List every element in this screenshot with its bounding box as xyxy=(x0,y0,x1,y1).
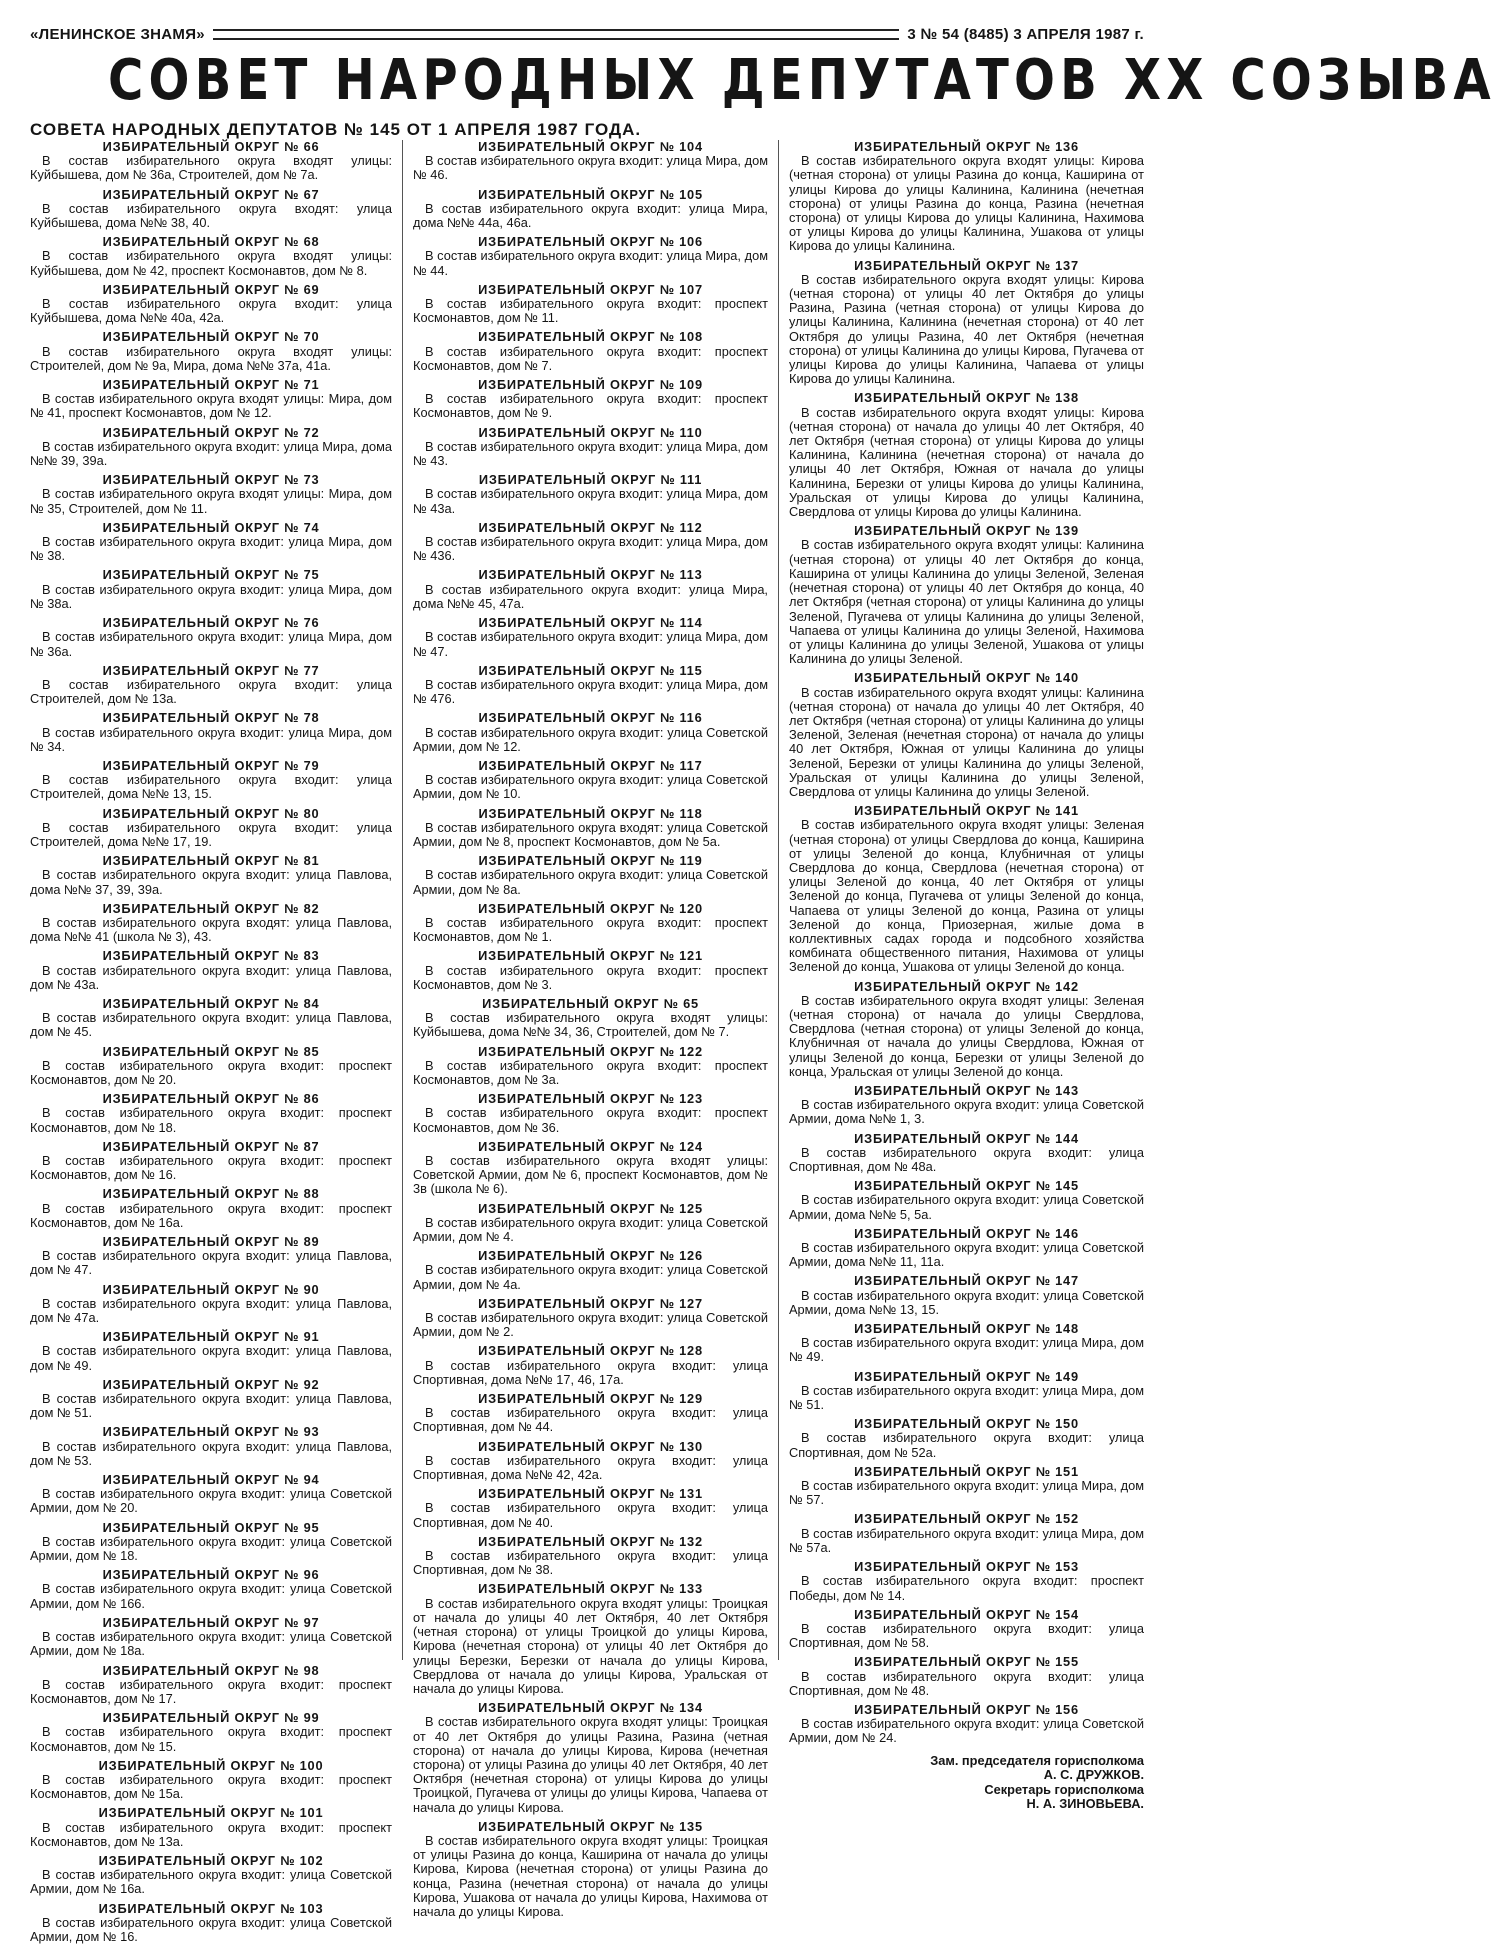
district-entry xyxy=(789,1512,1144,1555)
district-heading: ИЗБИРАТЕЛЬНЫЙ ОКРУГ № 152 xyxy=(854,1511,1079,1527)
district-description: В состав избирательного округа входит: улица Павлова, дом № 43а. xyxy=(30,962,392,992)
district-description: В состав избирательного округа входит: проспект Космонавтов, дом № 7. xyxy=(413,343,768,373)
district-entry xyxy=(413,1202,768,1245)
district-heading: ИЗБИРАТЕЛЬНЫЙ ОКРУГ № 147 xyxy=(854,1273,1079,1289)
signature-name-2: Н. А. ЗИНОВЬЕВА. xyxy=(1026,1796,1144,1812)
district-description: В состав избирательного округа входят улицы: Мира, дом № 35, Строителей, дом № 11. xyxy=(30,486,392,516)
district-entry xyxy=(413,1344,768,1387)
district-description: В состав избирательного округа входят улицы: Троицкая от начала до улицы 40 лет Октября, 40 лет Октября (четная сторона) от улицы Троицкой до улицы Кирова, Кирова (нечетная сторона) от улицы 40 лет Октября до улицы Березки, Березки от начала до улицы Кирова, Свердлова от начала до улицы Кирова, Уральская от начала до улицы Кирова. xyxy=(413,1595,768,1696)
district-description: В состав избирательного округа входит: улица Мира, дом № 36а. xyxy=(30,629,392,659)
district-description: В состав избирательного округа входят улицы: Зеленая (четная сторона) от начала до улицы Свердлова, Свердлова (четная сторона) от улицы Зеленой до конца, Клубничная от начала до улицы Свердлова, Южная от улицы Зеленой до конца, Березки от улицы Зеленой до конца, Уральская от улицы Зеленой до конца. xyxy=(789,992,1144,1079)
district-description: В состав избирательного округа входит: улица Спортивная, дом № 40. xyxy=(413,1500,768,1530)
district-entry xyxy=(413,1701,768,1815)
district-description: В состав избирательного округа входит: проспект Космонавтов, дом № 9. xyxy=(413,391,768,421)
district-heading: ИЗБИРАТЕЛЬНЫЙ ОКРУГ № 96 xyxy=(102,1567,320,1583)
district-description: В состав избирательного округа входит: улица Советской Армии, дом № 20. xyxy=(30,1486,392,1516)
district-heading: ИЗБИРАТЕЛЬНЫЙ ОКРУГ № 102 xyxy=(98,1852,324,1868)
district-description: В состав избирательного округа входят: улица Куйбышева, дома №№ 38, 40. xyxy=(30,200,392,231)
district-description: В состав избирательного округа входит: проспект Космонавтов, дом № 15. xyxy=(30,1724,392,1754)
signature-block xyxy=(789,1754,1144,1812)
district-heading: ИЗБИРАТЕЛЬНЫЙ ОКРУГ № 133 xyxy=(478,1581,703,1597)
district-description: В состав избирательного округа входит: улица Строителей, дома №№ 13, 15. xyxy=(30,772,392,802)
district-heading: ИЗБИРАТЕЛЬНЫЙ ОКРУГ № 134 xyxy=(478,1700,703,1716)
district-heading: ИЗБИРАТЕЛЬНЫЙ ОКРУГ № 116 xyxy=(478,710,703,726)
district-heading: ИЗБИРАТЕЛЬНЫЙ ОКРУГ № 126 xyxy=(478,1248,703,1264)
district-heading: ИЗБИРАТЕЛЬНЫЙ ОКРУГ № 101 xyxy=(98,1805,324,1821)
district-entry xyxy=(413,378,768,421)
district-entry xyxy=(413,1140,768,1197)
district-description: В состав избирательного округа входят улицы: Троицкая от 40 лет Октября до улицы Разина, Разина (четная сторона) от начала до улицы Кирова, Кирова (нечетная сторона) от улицы Разина до улицы 40 лет Октября, 40 лет Октября (нечетная сторона) от улицы Кирова до улицы Троицкой, Пугачева от улицы до улицы Кирова, Чапаева от начала до улицы Кирова. xyxy=(413,1714,768,1815)
district-heading: ИЗБИРАТЕЛЬНЫЙ ОКРУГ № 88 xyxy=(102,1186,320,1202)
district-description: В состав избирательного округа входит: проспект Космонавтов, дом № 3а. xyxy=(413,1057,768,1087)
district-entry xyxy=(413,616,768,659)
district-entry xyxy=(789,1560,1144,1603)
district-description: В состав избирательного округа входит: улица Мира, дом № 436. xyxy=(413,534,768,564)
district-entry xyxy=(413,711,768,754)
district-heading: ИЗБИРАТЕЛЬНЫЙ ОКРУГ № 106 xyxy=(478,234,703,250)
district-entry xyxy=(30,1473,392,1516)
district-description: В состав избирательного округа входит: улица Советской Армии, дома №№ 5, 5а. xyxy=(789,1192,1144,1222)
district-entry xyxy=(30,330,392,373)
district-heading: ИЗБИРАТЕЛЬНЫЙ ОКРУГ № 86 xyxy=(102,1091,320,1107)
district-heading: ИЗБИРАТЕЛЬНЫЙ ОКРУГ № 113 xyxy=(478,567,703,583)
district-entry xyxy=(789,1227,1144,1270)
masthead xyxy=(30,22,1144,46)
district-heading: ИЗБИРАТЕЛЬНЫЙ ОКРУГ № 151 xyxy=(854,1463,1079,1479)
district-description: В состав избирательного округа входит: улица Мира, дома №№ 45, 47а. xyxy=(413,581,768,611)
district-entry xyxy=(413,1582,768,1696)
column-2 xyxy=(403,139,779,1919)
district-heading: ИЗБИРАТЕЛЬНЫЙ ОКРУГ № 71 xyxy=(102,377,320,393)
district-entry xyxy=(30,378,392,421)
district-entry xyxy=(30,1806,392,1849)
district-heading: ИЗБИРАТЕЛЬНЫЙ ОКРУГ № 146 xyxy=(854,1225,1079,1241)
district-heading: ИЗБИРАТЕЛЬНЫЙ ОКРУГ № 143 xyxy=(854,1083,1079,1098)
district-entry xyxy=(413,759,768,802)
district-heading: ИЗБИРАТЕЛЬНЫЙ ОКРУГ № 72 xyxy=(102,424,320,440)
district-description: В состав избирательного округа входит: проспект Космонавтов, дом № 15а. xyxy=(30,1771,392,1802)
district-entry xyxy=(30,616,392,659)
district-heading: ИЗБИРАТЕЛЬНЫЙ ОКРУГ № 94 xyxy=(102,1472,320,1488)
district-entry xyxy=(30,568,392,611)
district-heading: ИЗБИРАТЕЛЬНЫЙ ОКРУГ № 129 xyxy=(478,1391,703,1407)
district-description: В состав избирательного округа входит: улица Мира, дом № 57а. xyxy=(789,1525,1144,1555)
district-description: В состав избирательного округа входит: улица Спортивная, дома №№ 17, 46, 17а. xyxy=(413,1357,768,1387)
column-3 xyxy=(779,139,1144,1812)
district-description: В состав избирательного округа входит: улица Строителей, дома №№ 17, 19. xyxy=(30,819,392,849)
district-entry xyxy=(30,997,392,1040)
district-entry xyxy=(789,1179,1144,1222)
district-description: В состав избирательного округа входит: проспект Космонавтов, дом № 11. xyxy=(413,296,768,326)
district-heading: ИЗБИРАТЕЛЬНЫЙ ОКРУГ № 112 xyxy=(478,519,703,535)
district-entry xyxy=(413,140,768,183)
district-description: В состав избирательного округа входит: проспект Победы, дом № 14. xyxy=(789,1573,1144,1603)
district-entry xyxy=(30,1283,392,1326)
district-description: В состав избирательного округа входит: улица Куйбышева, дома №№ 40а, 42а. xyxy=(30,296,392,326)
district-description: В состав избирательного округа входит: улица Строителей, дом № 13а. xyxy=(30,676,392,707)
district-description: В состав избирательного округа входит: улица Спортивная, дом № 48. xyxy=(789,1668,1144,1698)
district-entry xyxy=(413,1249,768,1292)
district-heading: ИЗБИРАТЕЛЬНЫЙ ОКРУГ № 153 xyxy=(854,1559,1079,1575)
district-description: В состав избирательного округа входит: улица Мира, дом № 51. xyxy=(789,1382,1144,1413)
district-entry xyxy=(30,807,392,850)
issue-info: 3 № 54 (8485) 3 АПРЕЛЯ 1987 г. xyxy=(907,25,1144,43)
district-description: В состав избирательного округа входит: улица Советской Армии, дома №№ 13, 15. xyxy=(789,1287,1144,1317)
district-entry xyxy=(30,902,392,945)
district-heading: ИЗБИРАТЕЛЬНЫЙ ОКРУГ № 125 xyxy=(478,1200,703,1216)
district-entry xyxy=(30,1711,392,1754)
district-entry xyxy=(789,1465,1144,1508)
district-description: В состав избирательного округа входит: проспект Космонавтов, дом № 17. xyxy=(30,1676,392,1706)
district-description: В состав избирательного округа входят улицы: Куйбышева, дом № 36а, Строителей, дом № 7а. xyxy=(30,153,392,183)
district-heading: ИЗБИРАТЕЛЬНЫЙ ОКРУГ № 130 xyxy=(478,1438,703,1454)
district-description: В состав избирательного округа входят улицы: Куйбышева, дом № 42, проспект Космонавтов, дом № 8. xyxy=(30,248,392,278)
district-description: В состав избирательного округа входит: улица Павлова, дом № 49. xyxy=(30,1343,392,1373)
district-description: В состав избирательного округа входят улицы: Советской Армии, дом № 6, проспект Космонавтов, дом № 3в (школа № 6). xyxy=(413,1153,768,1197)
district-entry xyxy=(789,1608,1144,1651)
district-entry xyxy=(789,391,1144,519)
district-description: В состав избирательного округа входят улицы: Строителей, дом № 9а, Мира, дома №№ 37а, 41а. xyxy=(30,343,392,373)
district-description: В состав избирательного округа входит: улица Спортивная, дом № 52а. xyxy=(789,1430,1144,1460)
district-entry xyxy=(789,980,1144,1079)
district-heading: ИЗБИРАТЕЛЬНЫЙ ОКРУГ № 135 xyxy=(478,1818,703,1834)
district-description: В состав избирательного округа входят улицы: Зеленая (четная сторона) от улицы Свердлова до конца, Каширина от улицы Зеленой до конца, Клубничная от улицы Свердлова до конца, Свердлова (нечетная сторона) от улицы Зеленой до конца, 40 лет Октября от улицы Зеленой до конца, Пугачева от улицы Зеленой до конца, Чапаева от улицы Зеленой до конца, Разина от улицы Зеленой до конца, Приозерная, жилые дома в коллективных садах города и подсобного хозяйства комбината общественного питания, Нахимова от улицы Зеленой до конца, Ушакова от улицы Зеленой до конца. xyxy=(789,817,1144,975)
district-entry xyxy=(30,1092,392,1135)
district-entry xyxy=(30,1902,392,1944)
district-description: В состав избирательного округа входит: улица Павлова, дом № 51. xyxy=(30,1391,392,1421)
district-heading: ИЗБИРАТЕЛЬНЫЙ ОКРУГ № 83 xyxy=(102,948,320,964)
district-heading: ИЗБИРАТЕЛЬНЫЙ ОКРУГ № 95 xyxy=(102,1519,320,1535)
district-heading: ИЗБИРАТЕЛЬНЫЙ ОКРУГ № 115 xyxy=(478,662,703,678)
district-entry xyxy=(413,807,768,850)
district-heading: ИЗБИРАТЕЛЬНЫЙ ОКРУГ № 119 xyxy=(478,853,703,869)
district-entry xyxy=(789,1417,1144,1460)
district-entry xyxy=(413,568,768,611)
district-entry xyxy=(789,524,1144,666)
district-heading: ИЗБИРАТЕЛЬНЫЙ ОКРУГ № 93 xyxy=(102,1424,320,1440)
district-heading: ИЗБИРАТЕЛЬНЫЙ ОКРУГ № 68 xyxy=(102,234,320,250)
district-heading: ИЗБИРАТЕЛЬНЫЙ ОКРУГ № 67 xyxy=(102,186,320,202)
district-heading: ИЗБИРАТЕЛЬНЫЙ ОКРУГ № 117 xyxy=(478,757,703,773)
district-heading: ИЗБИРАТЕЛЬНЫЙ ОКРУГ № 140 xyxy=(854,670,1079,686)
district-entry xyxy=(30,1140,392,1183)
article-columns xyxy=(30,139,1144,1944)
district-heading: ИЗБИРАТЕЛЬНЫЙ ОКРУГ № 69 xyxy=(102,281,320,297)
district-entry xyxy=(413,902,768,945)
district-description: В состав избирательного округа входит: улица Мира, дом № 34. xyxy=(30,724,392,754)
district-heading: ИЗБИРАТЕЛЬНЫЙ ОКРУГ № 141 xyxy=(854,803,1079,819)
district-heading: ИЗБИРАТЕЛЬНЫЙ ОКРУГ № 128 xyxy=(478,1343,703,1359)
district-heading: ИЗБИРАТЕЛЬНЫЙ ОКРУГ № 81 xyxy=(102,853,320,869)
district-description: В состав избирательного округа входит: улица Советской Армии, дом № 18. xyxy=(30,1533,392,1564)
signature-name-1: А. С. ДРУЖКОВ. xyxy=(1043,1767,1144,1783)
district-heading: ИЗБИРАТЕЛЬНЫЙ ОКРУГ № 124 xyxy=(478,1138,703,1154)
district-heading: ИЗБИРАТЕЛЬНЫЙ ОКРУГ № 108 xyxy=(478,329,703,345)
district-description: В состав избирательного округа входит: улица Советской Армии, дом № 16. xyxy=(30,1914,392,1944)
district-entry xyxy=(30,1664,392,1707)
district-heading: ИЗБИРАТЕЛЬНЫЙ ОКРУГ № 137 xyxy=(854,257,1079,273)
district-heading: ИЗБИРАТЕЛЬНЫЙ ОКРУГ № 144 xyxy=(854,1130,1079,1146)
district-description: В состав избирательного округа входит: улица Советской Армии, дом № 18а. xyxy=(30,1629,392,1659)
district-heading: ИЗБИРАТЕЛЬНЫЙ ОКРУГ № 109 xyxy=(478,377,703,393)
district-description: В состав избирательного округа входит: улица Советской Армии, дом № 24. xyxy=(789,1716,1144,1746)
district-heading: ИЗБИРАТЕЛЬНЫЙ ОКРУГ № 73 xyxy=(102,472,320,488)
district-entry xyxy=(30,1378,392,1421)
district-heading: ИЗБИРАТЕЛЬНЫЙ ОКРУГ № 118 xyxy=(478,805,703,821)
district-heading: ИЗБИРАТЕЛЬНЫЙ ОКРУГ № 154 xyxy=(854,1606,1079,1622)
district-description: В состав избирательного округа входят улицы: Мира, дом № 41, проспект Космонавтов, дом № 12. xyxy=(30,391,392,421)
district-heading: ИЗБИРАТЕЛЬНЫЙ ОКРУГ № 149 xyxy=(854,1368,1079,1384)
district-description: В состав избирательного округа входят улицы: Калинина (четная сторона) от улицы 40 лет Октября до конца, Каширина от улицы Калинина до улицы Зеленой, Зеленая (нечетная сторона) от улицы 40 лет Октября до конца, 40 лет Октября (четная сторона) от улицы Калинина до улицы Зеленой, Пугачева от улицы Калинина до улицы Зеленой, Чапаева от улицы Калинина до улицы Зеленой, Нахимова от улицы Калинина до улицы Зеленой, Ушакова от улицы Калинина до улицы Зеленой. xyxy=(789,537,1144,667)
district-description: В состав избирательного округа входит: улица Мира, дом № 43а. xyxy=(413,486,768,516)
district-heading: ИЗБИРАТЕЛЬНЫЙ ОКРУГ № 122 xyxy=(478,1043,703,1059)
district-entry xyxy=(413,664,768,707)
district-description: В состав избирательного округа входит: улица Мира, дом № 476. xyxy=(413,676,768,707)
column-3-districts xyxy=(789,140,1144,1746)
district-heading: ИЗБИРАТЕЛЬНЫЙ ОКРУГ № 66 xyxy=(102,139,320,154)
district-entry xyxy=(30,283,392,326)
district-entry xyxy=(30,1568,392,1611)
district-entry xyxy=(413,426,768,469)
district-heading: ИЗБИРАТЕЛЬНЫЙ ОКРУГ № 132 xyxy=(478,1533,703,1549)
district-description: В состав избирательного округа входит: улица Павлова, дома №№ 37, 39, 39а. xyxy=(30,867,392,897)
district-description: В состав избирательного округа входит: проспект Космонавтов, дом № 36. xyxy=(413,1105,768,1135)
district-entry xyxy=(413,854,768,897)
district-entry xyxy=(413,330,768,373)
district-entry xyxy=(789,259,1144,387)
district-description: В состав избирательного округа входит: проспект Космонавтов, дом № 1. xyxy=(413,914,768,945)
district-heading: ИЗБИРАТЕЛЬНЫЙ ОКРУГ № 103 xyxy=(98,1900,324,1916)
district-description: В состав избирательного округа входит: улица Павлова, дом № 53. xyxy=(30,1438,392,1468)
signature-title-2: Секретарь горисполкома xyxy=(984,1781,1144,1797)
district-entry xyxy=(30,1330,392,1373)
district-entry xyxy=(789,1703,1144,1746)
district-heading: ИЗБИРАТЕЛЬНЫЙ ОКРУГ № 100 xyxy=(98,1757,324,1773)
district-description: В состав избирательного округа входит: проспект Космонавтов, дом № 16а. xyxy=(30,1200,392,1230)
district-entry xyxy=(30,664,392,707)
district-heading: ИЗБИРАТЕЛЬНЫЙ ОКРУГ № 98 xyxy=(102,1662,320,1678)
district-heading: ИЗБИРАТЕЛЬНЫЙ ОКРУГ № 138 xyxy=(854,390,1079,406)
district-description: В состав избирательного округа входит: улица Советской Армии, дом № 16а. xyxy=(30,1867,392,1897)
district-description: В состав избирательного округа входит: улица Советской Армии, дома №№ 1, 3. xyxy=(789,1097,1144,1127)
district-entry xyxy=(30,711,392,754)
district-description: В состав избирательного округа входят улицы: Троицкая от улицы Разина до конца, Каширина от начала до улицы Кирова, Кирова (нечетная сторона) от улицы Разина до конца, Разина (нечетная сторона) от начала до улицы Кирова, Ушакова от начала до улицы Кирова, Нахимова от начала до улицы Кирова. xyxy=(413,1832,768,1919)
district-heading: ИЗБИРАТЕЛЬНЫЙ ОКРУГ № 123 xyxy=(478,1091,703,1107)
district-heading: ИЗБИРАТЕЛЬНЫЙ ОКРУГ № 97 xyxy=(102,1614,320,1630)
district-heading: ИЗБИРАТЕЛЬНЫЙ ОКРУГ № 155 xyxy=(854,1654,1079,1670)
district-entry xyxy=(789,1084,1144,1127)
district-heading: ИЗБИРАТЕЛЬНЫЙ ОКРУГ № 76 xyxy=(102,615,320,631)
district-description: В состав избирательного округа входит: проспект Космонавтов, дом № 13а. xyxy=(30,1819,392,1849)
district-entry xyxy=(413,1535,768,1578)
district-description: В состав избирательного округа входят улицы: Кирова (четная сторона) от улицы 40 лет Октября до улицы Разина, Разина (четная сторона) от улицы Кирова до улицы Калинина, Калинина (нечетная сторона) от 40 лет Октября до улицы Разина, 40 лет Октября (нечетная сторона) от улицы Калинина до улицы Кирова, Пугачева от улицы Кирова до улицы Калинина, Чапаева от улицы Кирова до улицы Калинина. xyxy=(789,271,1144,387)
district-description: В состав избирательного округа входит: улица Мира, дома №№ 39, 39а. xyxy=(30,438,392,469)
district-entry xyxy=(30,235,392,278)
district-entry xyxy=(30,949,392,992)
page-subheadline: СОВЕТА НАРОДНЫХ ДЕПУТАТОВ № 145 ОТ 1 АПРЕЛЯ 1987 ГОДА. xyxy=(30,120,642,139)
district-entry xyxy=(413,1820,768,1919)
district-entry xyxy=(413,997,768,1040)
district-description: В состав избирательного округа входят улицы: Кирова (четная сторона) от начала до улицы 40 лет Октября, 40 лет Октября (четная сторона) от улицы Кирова до улицы Калинина, Калинина (нечетная сторона) от начала до улицы 40 лет Октября, Южная от начала до улицы Калинина, Березки от улицы Кирова до улицы Калинина, Уральская от улицы Кирова до улицы Калинина, Свердлова от улицы Кирова до улицы Калинина. xyxy=(789,404,1144,520)
newspaper-name: «ЛЕНИНСКОЕ ЗНАМЯ» xyxy=(30,25,205,43)
district-description: В состав избирательного округа входит: улица Советской Армии, дом № 4. xyxy=(413,1214,768,1245)
district-entry xyxy=(30,1187,392,1230)
district-heading: ИЗБИРАТЕЛЬНЫЙ ОКРУГ № 111 xyxy=(478,472,703,488)
district-entry xyxy=(30,1854,392,1897)
district-description: В состав избирательного округа входит: проспект Космонавтов, дом № 3. xyxy=(413,962,768,992)
district-heading: ИЗБИРАТЕЛЬНЫЙ ОКРУГ № 80 xyxy=(102,805,320,821)
district-description: В состав избирательного округа входит: улица Советской Армии, дом № 166. xyxy=(30,1581,392,1611)
district-entry xyxy=(30,1759,392,1802)
district-entry xyxy=(413,1440,768,1483)
district-description: В состав избирательного округа входит: улица Павлова, дом № 45. xyxy=(30,1010,392,1040)
district-entry xyxy=(30,1521,392,1564)
district-entry xyxy=(789,1655,1144,1698)
district-entry xyxy=(30,1235,392,1278)
district-heading: ИЗБИРАТЕЛЬНЫЙ ОКРУГ № 150 xyxy=(854,1416,1079,1432)
district-description: В состав избирательного округа входят: улица Павлова, дома №№ 41 (школа № 3), 43. xyxy=(30,914,392,945)
district-heading: ИЗБИРАТЕЛЬНЫЙ ОКРУГ № 90 xyxy=(102,1281,320,1297)
district-entry xyxy=(413,949,768,992)
district-heading: ИЗБИРАТЕЛЬНЫЙ ОКРУГ № 156 xyxy=(854,1701,1079,1717)
district-entry xyxy=(30,1616,392,1659)
district-heading: ИЗБИРАТЕЛЬНЫЙ ОКРУГ № 82 xyxy=(102,900,320,916)
district-entry xyxy=(30,854,392,897)
column-1 xyxy=(30,139,403,1944)
district-entry xyxy=(30,759,392,802)
district-entry xyxy=(30,140,392,183)
signature-title-1: Зам. председателя горисполкома xyxy=(930,1752,1144,1768)
district-description: В состав избирательного округа входит: проспект Космонавтов, дом № 20. xyxy=(30,1057,392,1087)
district-heading: ИЗБИРАТЕЛЬНЫЙ ОКРУГ № 136 xyxy=(854,139,1079,154)
district-heading: ИЗБИРАТЕЛЬНЫЙ ОКРУГ № 142 xyxy=(854,978,1079,994)
district-description: В состав избирательного округа входит: улица Спортивная, дом № 44. xyxy=(413,1405,768,1435)
district-heading: ИЗБИРАТЕЛЬНЫЙ ОКРУГ № 92 xyxy=(102,1376,320,1392)
district-heading: ИЗБИРАТЕЛЬНЫЙ ОКРУГ № 120 xyxy=(478,900,703,916)
district-description: В состав избирательного округа входит: улица Мира, дом № 38а. xyxy=(30,581,392,611)
district-description: В состав избирательного округа входит: улица Советской Армии, дом № 4а. xyxy=(413,1262,768,1292)
district-entry xyxy=(789,1322,1144,1365)
district-description: В состав избирательного округа входят улицы: Куйбышева, дома №№ 34, 36, Строителей, дом № 7. xyxy=(413,1010,768,1040)
district-heading: ИЗБИРАТЕЛЬНЫЙ ОКРУГ № 79 xyxy=(102,757,320,773)
district-entry xyxy=(30,426,392,469)
district-heading: ИЗБИРАТЕЛЬНЫЙ ОКРУГ № 70 xyxy=(102,329,320,345)
district-entry xyxy=(789,671,1144,799)
district-heading: ИЗБИРАТЕЛЬНЫЙ ОКРУГ № 104 xyxy=(478,139,703,154)
district-heading: ИЗБИРАТЕЛЬНЫЙ ОКРУГ № 148 xyxy=(854,1321,1079,1337)
district-heading: ИЗБИРАТЕЛЬНЫЙ ОКРУГ № 121 xyxy=(478,948,703,964)
district-entry xyxy=(789,804,1144,974)
district-description: В состав избирательного округа входит: улица Спортивная, дом № 38. xyxy=(413,1548,768,1578)
district-description: В состав избирательного округа входит: улица Мира, дом № 57. xyxy=(789,1478,1144,1508)
district-entry xyxy=(30,188,392,231)
district-entry xyxy=(413,283,768,326)
district-heading: ИЗБИРАТЕЛЬНЫЙ ОКРУГ № 139 xyxy=(854,523,1079,539)
district-entry xyxy=(30,473,392,516)
district-entry xyxy=(30,521,392,564)
district-description: В состав избирательного округа входит: улица Мира, дом № 49. xyxy=(789,1335,1144,1365)
district-description: В состав избирательного округа входит: улица Спортивная, дом № 58. xyxy=(789,1620,1144,1651)
district-description: В состав избирательного округа входит: улица Советской Армии, дома №№ 11, 11а. xyxy=(789,1240,1144,1270)
masthead-rule xyxy=(213,29,899,40)
district-heading: ИЗБИРАТЕЛЬНЫЙ ОКРУГ № 75 xyxy=(102,567,320,583)
page-headline: СОВЕТ НАРОДНЫХ ДЕПУТАТОВ XX СОЗЫВА xyxy=(107,48,1496,113)
district-description: В состав избирательного округа входит: улица Советской Армии, дом № 2. xyxy=(413,1310,768,1340)
district-entry xyxy=(413,1392,768,1435)
district-entry xyxy=(413,235,768,278)
district-description: В состав избирательного округа входит: улица Мира, дома №№ 44а, 46а. xyxy=(413,200,768,231)
district-heading: ИЗБИРАТЕЛЬНЫЙ ОКРУГ № 145 xyxy=(854,1178,1079,1194)
district-description: В состав избирательного округа входит: улица Спортивная, дом № 48а. xyxy=(789,1144,1144,1175)
district-description: В состав избирательного округа входит: улица Мира, дом № 44. xyxy=(413,248,768,278)
district-description: В состав избирательного округа входит: улица Мира, дом № 47. xyxy=(413,629,768,659)
district-entry xyxy=(413,1487,768,1530)
district-entry xyxy=(413,1297,768,1340)
district-heading: ИЗБИРАТЕЛЬНЫЙ ОКРУГ № 85 xyxy=(102,1043,320,1059)
district-entry xyxy=(789,140,1144,254)
district-description: В состав избирательного округа входит: проспект Космонавтов, дом № 16. xyxy=(30,1153,392,1183)
district-description: В состав избирательного округа входят улицы: Калинина (четная сторона) от начала до улицы 40 лет Октября, 40 лет Октября (четная сторона) от улицы Калинина до улицы Зеленой, Зеленая (нечетная сторона) от начала до улицы 40 лет Октября, Южная от улицы Калинина до улицы Зеленой, Березки от улицы Калинина до улицы Зеленой, Уральская от улицы Калинина до улицы Зеленой, Свердлова от улицы Калинина до улицы Зеленой. xyxy=(789,684,1144,799)
district-heading: ИЗБИРАТЕЛЬНЫЙ ОКРУГ № 99 xyxy=(102,1710,320,1726)
district-heading: ИЗБИРАТЕЛЬНЫЙ ОКРУГ № 89 xyxy=(102,1234,320,1250)
district-description: В состав избирательного округа входит: улица Мира, дом № 43. xyxy=(413,438,768,469)
district-description: В состав избирательного округа входит: улица Спортивная, дома №№ 42, 42а. xyxy=(413,1452,768,1483)
district-heading: ИЗБИРАТЕЛЬНЫЙ ОКРУГ № 105 xyxy=(478,186,703,202)
district-heading: ИЗБИРАТЕЛЬНЫЙ ОКРУГ № 127 xyxy=(478,1295,703,1311)
district-entry xyxy=(30,1045,392,1088)
district-entry xyxy=(413,1045,768,1088)
district-heading: ИЗБИРАТЕЛЬНЫЙ ОКРУГ № 107 xyxy=(478,281,703,297)
district-description: В состав избирательного округа входит: улица Советской Армии, дом № 10. xyxy=(413,772,768,802)
district-entry xyxy=(789,1274,1144,1317)
district-heading: ИЗБИРАТЕЛЬНЫЙ ОКРУГ № 65 xyxy=(482,995,699,1011)
district-description: В состав избирательного округа входит: проспект Космонавтов, дом № 18. xyxy=(30,1105,392,1135)
district-heading: ИЗБИРАТЕЛЬНЫЙ ОКРУГ № 78 xyxy=(102,710,320,726)
district-heading: ИЗБИРАТЕЛЬНЫЙ ОКРУГ № 87 xyxy=(102,1138,320,1154)
district-heading: ИЗБИРАТЕЛЬНЫЙ ОКРУГ № 114 xyxy=(478,615,703,631)
district-heading: ИЗБИРАТЕЛЬНЫЙ ОКРУГ № 110 xyxy=(478,424,703,440)
district-description: В состав избирательного округа входят улицы: Кирова (четная сторона) от улицы Разина до конца, Каширина от улицы Кирова до улицы Калинина, Калинина (нечетная сторона) от улицы Разина до конца, Разина (нечетная сторона) от улицы Кирова до улицы Калинина, Нахимова от улицы Кирова до улицы Калинина, Ушакова от улицы Кирова до улицы Калинина. xyxy=(789,153,1144,254)
district-entry xyxy=(30,1425,392,1468)
district-entry xyxy=(789,1132,1144,1175)
district-description: В состав избирательного округа входят: улица Советской Армии, дом № 8, проспект Космонавтов, дом № 5а. xyxy=(413,819,768,849)
district-entry xyxy=(413,188,768,231)
district-heading: ИЗБИРАТЕЛЬНЫЙ ОКРУГ № 74 xyxy=(102,519,320,535)
district-description: В состав избирательного округа входит: улица Павлова, дом № 47. xyxy=(30,1248,392,1278)
district-description: В состав избирательного округа входит: улица Советской Армии, дом № 12. xyxy=(413,724,768,754)
district-entry xyxy=(413,521,768,564)
district-description: В состав избирательного округа входит: улица Советской Армии, дом № 8а. xyxy=(413,867,768,897)
district-heading: ИЗБИРАТЕЛЬНЫЙ ОКРУГ № 84 xyxy=(102,995,320,1011)
district-description: В состав избирательного округа входит: улица Мира, дом № 38. xyxy=(30,534,392,564)
district-heading: ИЗБИРАТЕЛЬНЫЙ ОКРУГ № 131 xyxy=(478,1486,703,1502)
district-entry xyxy=(413,473,768,516)
district-description: В состав избирательного округа входит: улица Мира, дом № 46. xyxy=(413,153,768,183)
district-entry xyxy=(789,1370,1144,1413)
district-entry xyxy=(413,1092,768,1135)
district-description: В состав избирательного округа входит: улица Павлова, дом № 47а. xyxy=(30,1295,392,1326)
district-heading: ИЗБИРАТЕЛЬНЫЙ ОКРУГ № 91 xyxy=(102,1329,320,1345)
district-heading: ИЗБИРАТЕЛЬНЫЙ ОКРУГ № 77 xyxy=(102,662,320,678)
